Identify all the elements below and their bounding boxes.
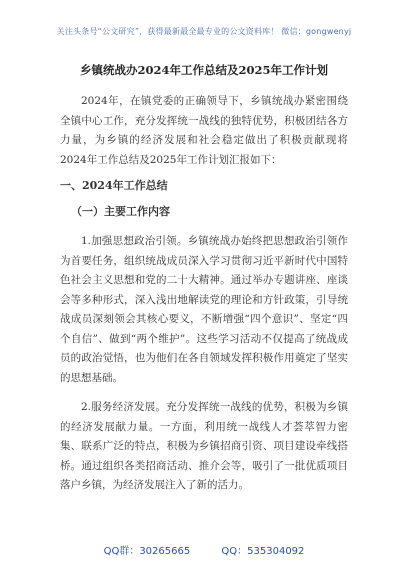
document-body (60, 92, 348, 498)
item-paragraph-2: 2.服务经济发展。充分发挥统一战线的优势，积极为乡镇的经济发展献力量。一方面，利用统一战线人才荟萃智力密集、联系广泛的特点，积极为乡镇招商引资、项目建设牵线搭桥。通过组织各类招商活动、推介会等，吸引了一批优质项目落户乡镇，为经济发展注入了新的活力。 (60, 401, 348, 491)
section-heading: 一、2024年工作总结 (60, 179, 168, 192)
footer-contact (0, 542, 408, 557)
header-promo-note: 关注头条号“公文研究”，获得最新最全最专业的公文资料库！ 微信：gongwenyj (56, 27, 352, 36)
document-title: 乡镇统战办2024年工作总结及2025年工作计划 (79, 63, 328, 77)
item-paragraph-1: 1.加强思想政治引领。乡镇统战办始终把思想政治引领作为首要任务，组织统战成员深入学习贯彻习近平新时代中国特色社会主义思想和党的二十大精神。通过举办专题讲座、座谈会等多种形式，深入浅出地解读党的理论和方针政策，引导统战成员深刻领会其核心要义，不断增强“四个意识”、坚定“四个自信”、做到“两个维护”。这些学习活动不仅提高了统战成员的政治觉悟，也为他们在各自领域发挥积极作用奠定了坚实的思想基础。 (60, 235, 348, 384)
qq-contact-label: QQ：535304092 (221, 546, 305, 557)
intro-paragraph: 2024年，在镇党委的正确领导下，乡镇统战办紧密围绕全镇中心工作，充分发挥统一战线的独特优势，积极团结各方力量，为乡镇的经济发展和社会稳定做出了积极贡献现将2024年工作总结及2025年工作计划汇报如下： (60, 95, 348, 166)
qq-group-label: QQ群：30265665 (103, 546, 191, 557)
subsection-heading: （一）主要工作内容 (71, 205, 170, 218)
